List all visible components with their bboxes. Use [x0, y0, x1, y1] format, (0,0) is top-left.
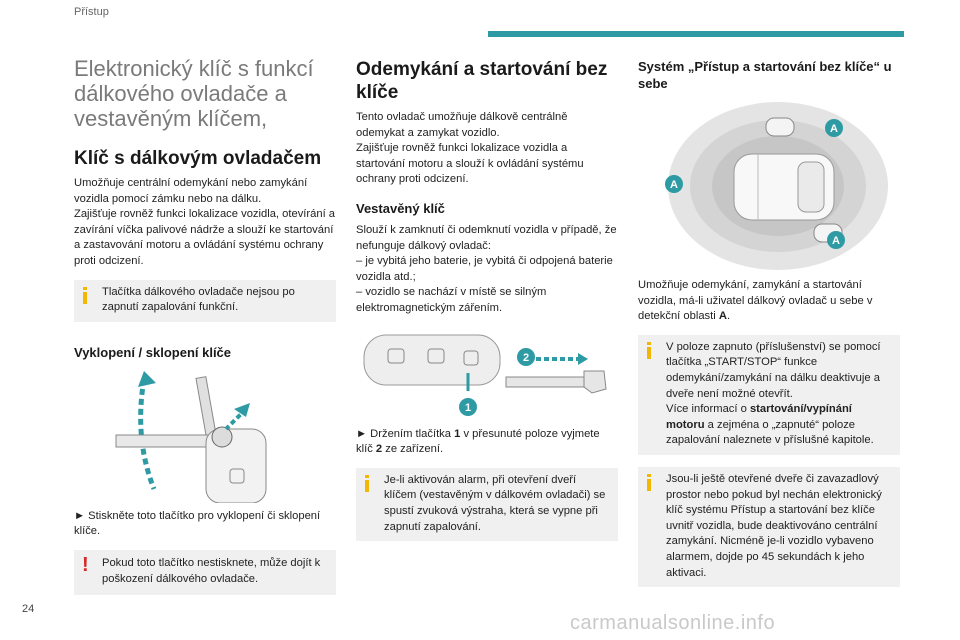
- heading-keyless: Odemykání a startování bez klíče: [356, 59, 608, 103]
- built-in-key-list-item-2: – vozidlo se nachází v místě se silným elektromagnetickým zářením.: [356, 286, 547, 314]
- page-number: 24: [22, 603, 35, 615]
- instruction-part: ze zařízení.: [382, 443, 444, 456]
- detection-zone-illustration: [638, 100, 900, 272]
- heading-built-in-key: Vestavěný klíč: [356, 200, 445, 216]
- built-in-key-list-item-1: – je vybitá jeho baterie, je vybitá či odpojená baterie vozidla atd.;: [356, 255, 613, 283]
- central-locking-note: [638, 467, 900, 587]
- intro-paragraph-1: Umožňuje centrální odemykání nebo zamykání vozidla pomocí zámku nebo na dálku.: [74, 177, 308, 205]
- start-stop-note-end: a zejména o „zapnuté“ poloze zapalování naleznete v příslušné kapitole.: [666, 418, 874, 447]
- hands-free-text: Umožňuje odemykání, zamykání a startování vozidla, má-li uživatel dálkový ovladač u sebe v detekční oblasti: [638, 279, 873, 323]
- heading-fold-key: Vyklopení / sklopení klíče: [74, 344, 232, 360]
- warning-icon: !: [82, 553, 89, 576]
- key-fold-icon: [74, 369, 336, 503]
- header-accent-bar: [488, 31, 904, 37]
- page-title: Elektronický klíč s funkcí dálkového ovladače a vestavěným klíčem,: [74, 56, 314, 131]
- callout-1: 1: [464, 401, 472, 414]
- remove-key-instruction: [356, 427, 618, 458]
- key-remove-illustration: [356, 329, 618, 419]
- column-middle: [356, 52, 618, 541]
- hands-free-text-end: .: [726, 310, 731, 323]
- built-in-key-paragraph: Slouží k zamknutí či odemknutí vozidla v případě, že nefunguje dálkový ovladač:: [356, 223, 617, 252]
- start-stop-note-link: startování/vypínání motoru: [666, 403, 852, 431]
- column-left: [74, 52, 336, 595]
- detection-zone-icon: [638, 100, 900, 272]
- info-note: [74, 280, 336, 322]
- info-note-text: Tlačítka dálkového ovladače nejsou po zapnutí zapalování funkční.: [102, 285, 295, 314]
- instruction-part: v přesunuté poloze vyjmete klíč: [356, 427, 600, 456]
- warning-note-text: Pokud toto tlačítko nestisknete, může dojít k poškození dálkového ovladače.: [102, 556, 321, 585]
- info-icon: [83, 287, 87, 304]
- zone-ref: A: [718, 310, 727, 323]
- column-right: [638, 52, 900, 587]
- heading-hands-free: Systém „Přístup a startování bez klíče“ u sebe: [638, 59, 892, 91]
- hands-free-paragraph: [638, 278, 900, 325]
- watermark: carmanualsonline.info: [570, 612, 776, 634]
- alarm-note-text: Je-li aktivován alarm, při otevření dveří klíčem (vestavěným v dálkovém ovladači) se spustí zvuková výstraha, která se vypne při zapnutí zapalování.: [384, 473, 606, 533]
- central-locking-note-text: Jsou-li ještě otevřené dveře či zavazadlový prostor nebo pokud byl nechán elektronický klíč systému Přístup a startování bez klíče uvnitř vozidla, bude deaktivováno centrální zamykání. Nicméně je-li vozidlo vybaveno alarmem, dojde po 45 sekundách k jeho aktivaci.: [666, 472, 882, 579]
- alarm-note: [356, 468, 618, 541]
- callout-2: 2: [522, 351, 530, 364]
- start-stop-note-text: V poloze zapnuto (příslušenství) se pomocí tlačítka „START/STOP“ funkce odemykání/zamykání na dálku deaktivuje a dveře není možné otevřít.: [666, 340, 881, 400]
- info-icon: [647, 474, 651, 491]
- zone-label-a: A: [830, 123, 838, 135]
- keyless-paragraph-2: Zajišťuje rovněž funkci lokalizace vozidla a startování motoru a slouží k ovládání systému ochrany proti odcizení.: [356, 142, 584, 186]
- section-title: Přístup: [74, 6, 109, 18]
- fold-instruction: ► Stiskněte toto tlačítko pro vyklopení či sklopení klíče.: [74, 509, 321, 538]
- start-stop-note-more: Více informací o: [666, 403, 750, 416]
- zone-label-a: A: [670, 179, 678, 191]
- heading-remote-key: Klíč s dálkovým ovladačem: [74, 148, 322, 169]
- instruction-part: ► Držením tlačítka: [356, 427, 455, 440]
- info-icon: [365, 475, 369, 492]
- key-remove-icon: [356, 329, 618, 419]
- intro-paragraph-2: Zajišťuje rovněž funkci lokalizace vozidla, otevírání a zavírání víčka palivové nádrže a slouží ke startování a zastavování motoru a ovládání systému ochrany proti odcizení.: [74, 208, 336, 267]
- zone-label-a: A: [832, 235, 840, 247]
- key-fold-illustration: [74, 369, 336, 503]
- instruction-button-ref: 1: [454, 427, 461, 440]
- start-stop-note: [638, 335, 900, 455]
- info-icon: [647, 342, 651, 359]
- instruction-key-ref: 2: [375, 443, 383, 456]
- keyless-paragraph-1: Tento ovladač umožňuje dálkově centrálně odemykat a zamykat vozidlo.: [356, 111, 568, 139]
- warning-note: [74, 550, 336, 595]
